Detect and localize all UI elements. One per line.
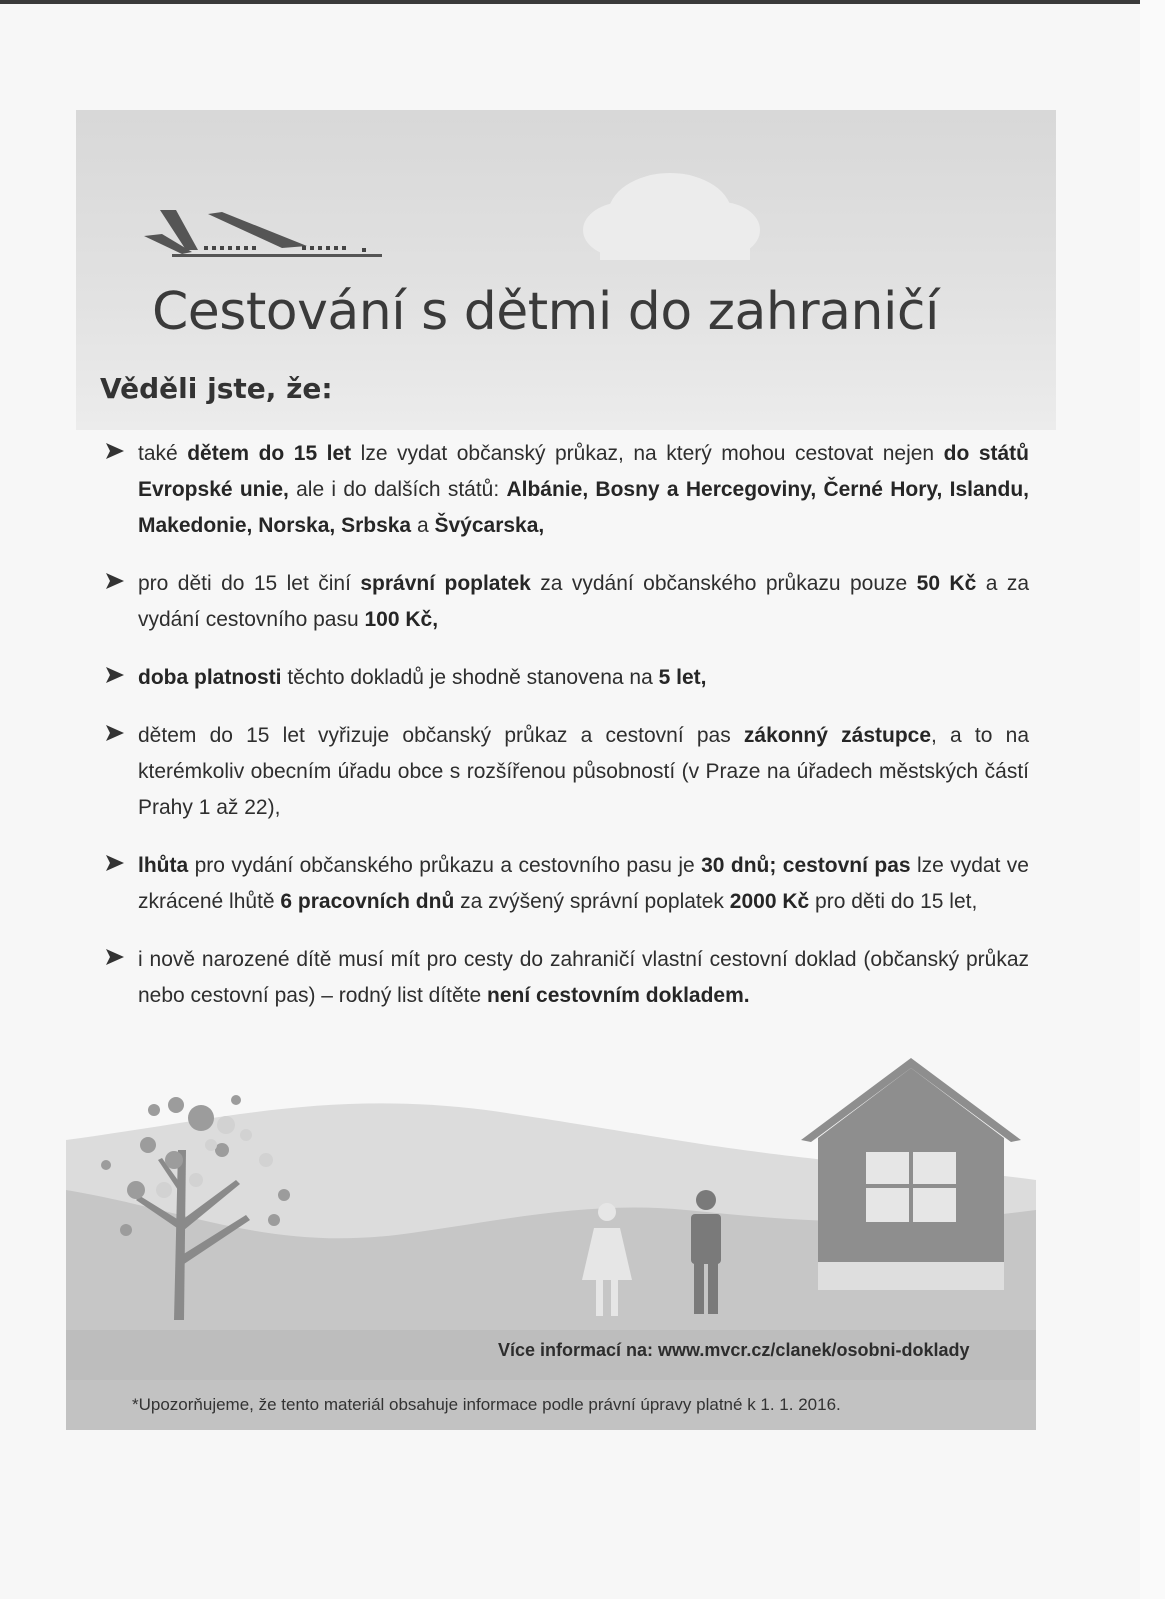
bullet-text xyxy=(138,566,1029,638)
bullet-item xyxy=(104,660,1029,696)
bold-fragment: 2000 Kč xyxy=(729,890,810,913)
arrow-bullet-icon xyxy=(104,853,126,873)
text-fragment: těchto dokladů je shodně stanovena na xyxy=(281,666,659,689)
bold-fragment: 100 Kč, xyxy=(364,608,439,631)
text-fragment: lze vydat občanský průkaz, na který mohou cestovat nejen xyxy=(351,442,944,465)
bold-fragment: 30 dnů; cestovní pas xyxy=(701,854,911,877)
bold-fragment: dětem do 15 let xyxy=(187,442,352,465)
scan-border xyxy=(0,0,1140,4)
bullet-item xyxy=(104,718,1029,826)
bold-fragment: 5 let, xyxy=(658,666,707,689)
text-fragment: pro děti do 15 let činí xyxy=(138,572,361,595)
text-fragment: pro děti do 15 let, xyxy=(809,890,978,913)
bullet-text xyxy=(138,942,1029,1014)
bullet-text xyxy=(138,848,1029,920)
arrow-bullet-icon xyxy=(104,665,126,685)
bullet-item xyxy=(104,942,1029,1014)
airplane-icon xyxy=(142,208,387,264)
arrow-bullet-icon xyxy=(104,947,126,967)
more-info-link: Více informací na: www.mvcr.cz/clanek/osobni-doklady xyxy=(498,1340,970,1360)
bullet-list xyxy=(104,436,1029,1036)
landscape-illustration xyxy=(66,1050,1036,1430)
text-fragment: za zvýšený správní poplatek xyxy=(454,890,730,913)
bullet-text xyxy=(138,436,1029,544)
page-subtitle: Věděli jste, že: xyxy=(100,372,333,405)
bold-fragment: Albánie, Bosny a Hercegoviny, Černé Hory, Islandu, Makedonie, Norska, Srbska xyxy=(138,478,1029,537)
text-fragment: i nově narozené dítě musí mít pro cesty do zahraničí vlastní cestovní doklad (občanský průkaz nebo cestovní pas) – rodný list dítěte xyxy=(138,948,1029,1007)
bullet-text xyxy=(138,718,1029,826)
text-fragment: a za vydání cestovního pasu xyxy=(138,572,1029,631)
bullet-item xyxy=(104,566,1029,638)
bullet-item xyxy=(104,436,1029,544)
text-fragment: ale i do dalších států: xyxy=(288,478,507,501)
page-title: Cestování s dětmi do zahraničí xyxy=(152,282,939,342)
footnote: *Upozorňujeme, že tento materiál obsahuje informace podle právní úpravy platné k 1. 1. 2016. xyxy=(132,1395,841,1414)
arrow-bullet-icon xyxy=(104,571,126,591)
scan-margin xyxy=(1140,0,1165,1599)
bold-fragment: Švýcarska, xyxy=(434,514,545,537)
text-fragment: dětem do 15 let vyřizuje občanský průkaz a cestovní pas xyxy=(138,724,744,747)
bold-fragment: do států Evropské unie, xyxy=(138,442,1029,501)
bold-fragment: správní poplatek xyxy=(360,572,531,595)
text-fragment: a xyxy=(411,514,435,537)
bold-fragment: není cestovním dokladem. xyxy=(487,984,750,1007)
text-fragment: za vydání občanského průkazu pouze xyxy=(530,572,917,595)
text-fragment: , a to na kterémkoliv obecním úřadu obce s rozšířenou působností (v Praze na úřadech městských částí Prahy 1 až 22), xyxy=(138,724,1029,819)
bullet-text xyxy=(138,660,1029,696)
house-illustration xyxy=(801,1058,1021,1290)
bold-fragment: lhůta xyxy=(138,854,189,877)
bold-fragment: 6 pracovních dnů xyxy=(280,890,455,913)
text-fragment: pro vydání občanského průkazu a cestovního pasu je xyxy=(188,854,702,877)
bold-fragment: doba platnosti xyxy=(138,666,282,689)
bold-fragment: 50 Kč xyxy=(916,572,977,595)
arrow-bullet-icon xyxy=(104,723,126,743)
cloud-icon xyxy=(570,160,770,260)
bullet-item xyxy=(104,848,1029,920)
text-fragment: lze vydat ve zkrácené lhůtě xyxy=(138,854,1029,913)
bold-fragment: zákonný zástupce xyxy=(743,724,932,747)
text-fragment: také xyxy=(138,442,188,465)
arrow-bullet-icon xyxy=(104,441,126,461)
